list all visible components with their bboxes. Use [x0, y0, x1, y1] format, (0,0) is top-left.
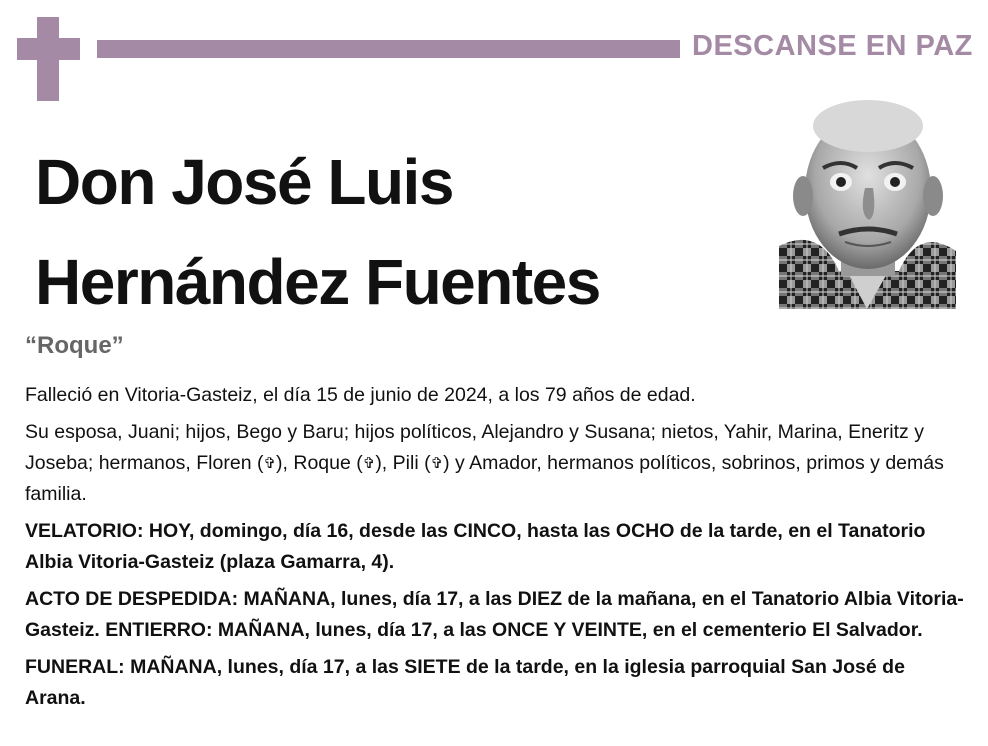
deceased-name	[35, 132, 755, 332]
family-text-1: Su esposa, Juani; hijos, Bego y Baru; hijos políticos, Alejandro y Susana; nietos, Yahir, Marina, Eneritz y Joseba; hermanos, Floren (	[25, 421, 924, 474]
name-line-1: Don José Luis	[35, 146, 453, 218]
portrait-photo	[779, 96, 956, 309]
family-text-2: ), Roque (	[276, 452, 363, 474]
header-bar	[97, 40, 680, 58]
cross-icon: ✞	[263, 455, 277, 472]
despedida-paragraph: ACTO DE DESPEDIDA: MAÑANA, lunes, día 17, a las DIEZ de la mañana, en el Tanatorio Albia Vitoria-Gasteiz. ENTIERRO: MAÑANA, lunes, día 17, a las ONCE Y VEINTE, en el cementerio El Salvador.	[25, 588, 964, 641]
cross-icon: ✞	[430, 455, 444, 472]
cross-icon-horizontal	[17, 38, 80, 60]
family-text-3: ), Pili (	[375, 452, 431, 474]
name-line-2: Hernández Fuentes	[35, 246, 600, 318]
funeral-paragraph: FUNERAL: MAÑANA, lunes, día 17, a las SIETE de la tarde, en la iglesia parroquial San José de Arana.	[25, 656, 905, 709]
death-paragraph: Falleció en Vitoria-Gasteiz, el día 15 de junio de 2024, a los 79 años de edad.	[25, 384, 696, 406]
velatorio-paragraph: VELATORIO: HOY, domingo, día 16, desde las CINCO, hasta las OCHO de la tarde, en el Tanatorio Albia Vitoria-Gasteiz (plaza Gamarra, 4).	[25, 520, 926, 573]
header-label: DESCANSE EN PAZ	[692, 30, 973, 62]
family-paragraph	[25, 417, 970, 510]
nickname: “Roque”	[25, 332, 124, 359]
family-text-4: ) y Amador, hermanos políticos, sobrinos, primos y demás familia.	[25, 452, 944, 505]
cross-icon: ✞	[362, 455, 376, 472]
obituary-body	[25, 380, 970, 720]
